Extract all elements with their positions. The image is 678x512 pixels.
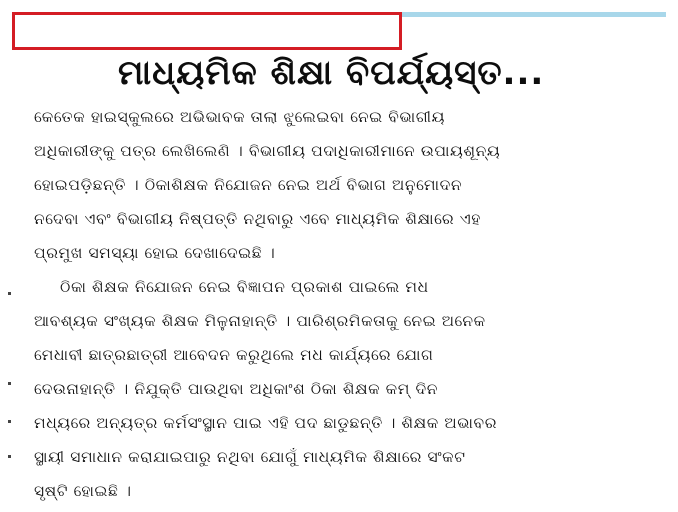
margin-dot [8,382,11,385]
body-line: ସୃଷ୍ଟି ହୋଇଛି । [34,482,132,500]
body-line: କେତେକ ହାଇସ୍କୁଲରେ ଅଭିଭାବକ ତାଲା ଝୁଲେଇବା ନେଇ ବିଭାଗୀୟ [34,108,446,126]
margin-dot [8,455,11,458]
highlight-box [12,12,402,50]
margin-dot [8,292,11,295]
body-line: ସ୍ଥାୟୀ ସମାଧାନ କରାଯାଇପାରୁ ନଥିବା ଯୋଗୁଁ ମାଧ୍ୟମିକ ଶିକ୍ଷାରେ ସଂକଟ [34,448,466,466]
article-body [34,100,664,504]
headline: ମାଧ୍ୟମିକ ଶିକ୍ଷା ବିପର୍ଯ୍ୟସ୍ତ... [118,53,545,93]
margin-dot [8,420,11,423]
body-line: ମେଧାବୀ ଛାତ୍ରଛାତ୍ରୀ ଆବେଦନ କରୁଥିଲେ ମଧ କାର୍ଯ୍ୟରେ ଯୋଗ [34,346,434,364]
body-line: ଦେଉନାହାନ୍ତି । ନିଯୁକ୍ତି ପାଉଥିବା ଅଧିକାଂଶ ଠିକା ଶିକ୍ଷକ କମ୍ ଦିନ [34,380,439,398]
body-line: ହୋଇପଡ଼ିଛନ୍ତି । ଠିକାଶିକ୍ଷକ ନିଯୋଜନ ନେଇ ଅର୍ଥ ବିଭାଗ ଅନୁମୋଦନ [34,176,463,194]
body-line: ନଦେବା ଏବଂ ବିଭାଗୀୟ ନିଷ୍ପତ୍ତି ନଥିବାରୁ ଏବେ ମାଧ୍ୟମିକ ଶିକ୍ଷାରେ ଏହ [34,210,481,228]
body-line: ପ୍ରମୁଖ ସମସ୍ୟା ହୋଇ ଦେଖାଦେଇଛି । [34,244,276,262]
body-line: ମଧ୍ୟରେ ଅନ୍ୟତ୍ର କର୍ମସଂସ୍ଥାନ ପାଇ ଏହି ପଦ ଛାଡୁଛନ୍ତି । ଶିକ୍ଷକ ଅଭାବର [34,414,498,432]
top-rule [400,12,666,17]
body-line: ଆବଶ୍ୟକ ସଂଖ୍ୟକ ଶିକ୍ଷକ ମିଳୁନାହାନ୍ତି । ପାରିଶ୍ରମିକତାକୁ ନେଇ ଅନେକ [34,312,486,330]
body-line: ଅଧିକାରୀଙ୍କୁ ପତ୍ର ଲେଖିଲେଣି । ବିଭାଗୀୟ ପଦାଧିକାରୀମାନେ ଉପାୟଶୂନ୍ୟ [34,142,501,160]
body-line-paragraph-start: ଠିକା ଶିକ୍ଷକ ନିଯୋଜନ ନେଇ ବିଜ୍ଞାପନ ପ୍ରକାଶ ପାଇଲେ ମଧ [60,278,429,296]
